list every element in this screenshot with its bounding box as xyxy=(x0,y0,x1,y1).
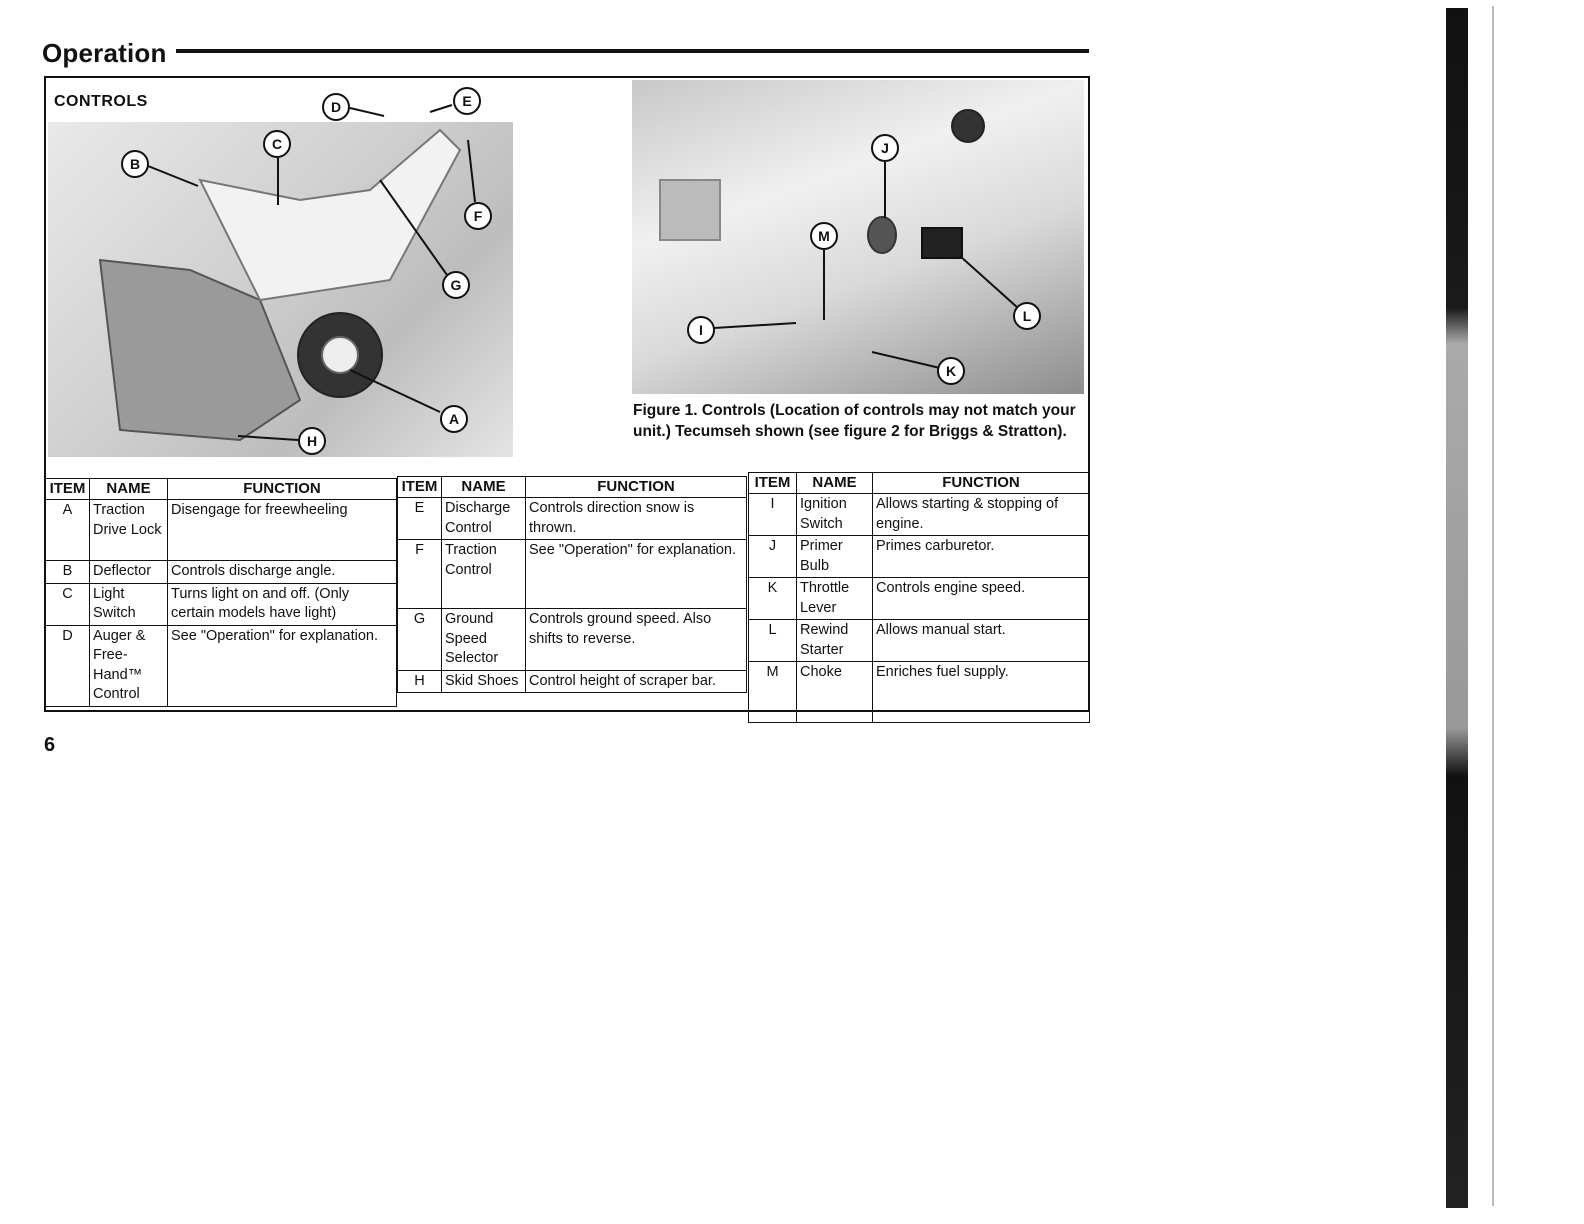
table-row xyxy=(398,670,747,693)
controls-label: CONTROLS xyxy=(54,93,148,110)
name-cell: Rewind Starter xyxy=(797,620,873,662)
function-cell: Controls ground speed. Also shifts to reverse. xyxy=(526,609,747,671)
callout-d: D xyxy=(322,93,350,121)
header-item: ITEM xyxy=(749,473,797,494)
item-cell: I xyxy=(749,494,797,536)
header-function: FUNCTION xyxy=(873,473,1090,494)
table-header-row xyxy=(398,477,747,498)
callout-k: K xyxy=(937,357,965,385)
item-cell: D xyxy=(46,625,90,706)
callout-a: A xyxy=(440,405,468,433)
table-row xyxy=(398,609,747,671)
header-item: ITEM xyxy=(398,477,442,498)
header-name: NAME xyxy=(90,479,168,500)
name-cell: Choke xyxy=(797,662,873,723)
function-cell: Controls direction snow is thrown. xyxy=(526,498,747,540)
table-row xyxy=(46,500,397,561)
function-cell: Turns light on and off. (Only certain models have light) xyxy=(168,583,397,625)
header-item: ITEM xyxy=(46,479,90,500)
function-cell: See "Operation" for explanation. xyxy=(526,540,747,609)
name-cell: Throttle Lever xyxy=(797,578,873,620)
section-heading: Operation xyxy=(42,38,167,68)
table-row xyxy=(749,536,1090,578)
table-row xyxy=(749,662,1090,723)
table-row xyxy=(398,540,747,609)
name-cell: Deflector xyxy=(90,561,168,584)
item-cell: E xyxy=(398,498,442,540)
callout-f: F xyxy=(464,202,492,230)
name-cell: Primer Bulb xyxy=(797,536,873,578)
name-cell: Ignition Switch xyxy=(797,494,873,536)
function-cell: Controls discharge angle. xyxy=(168,561,397,584)
function-cell: Primes carburetor. xyxy=(873,536,1090,578)
item-cell: M xyxy=(749,662,797,723)
name-cell: Discharge Control xyxy=(442,498,526,540)
table-row xyxy=(46,561,397,584)
callout-i: I xyxy=(687,316,715,344)
name-cell: Light Switch xyxy=(90,583,168,625)
item-cell: K xyxy=(749,578,797,620)
scan-margin-bar xyxy=(1446,8,1468,1208)
callout-b: B xyxy=(121,150,149,178)
item-cell: H xyxy=(398,670,442,693)
function-cell: Control height of scraper bar. xyxy=(526,670,747,693)
callout-j: J xyxy=(871,134,899,162)
controls-table-3 xyxy=(748,472,1090,723)
callout-h: H xyxy=(298,427,326,455)
function-cell: Allows starting & stopping of engine. xyxy=(873,494,1090,536)
name-cell: Auger & Free-Hand™ Control xyxy=(90,625,168,706)
table-row xyxy=(398,498,747,540)
table-header-row xyxy=(46,479,397,500)
callout-c: C xyxy=(263,130,291,158)
callout-e: E xyxy=(453,87,481,115)
header-function: FUNCTION xyxy=(168,479,397,500)
table-row xyxy=(46,625,397,706)
name-cell: Traction Control xyxy=(442,540,526,609)
controls-table-2 xyxy=(397,476,747,693)
item-cell: L xyxy=(749,620,797,662)
item-cell: G xyxy=(398,609,442,671)
table-row xyxy=(749,620,1090,662)
scan-margin-line xyxy=(1492,6,1494,1206)
name-cell: Skid Shoes xyxy=(442,670,526,693)
header-name: NAME xyxy=(797,473,873,494)
controls-table-1 xyxy=(45,478,397,707)
function-cell: Allows manual start. xyxy=(873,620,1090,662)
item-cell: J xyxy=(749,536,797,578)
header-function: FUNCTION xyxy=(526,477,747,498)
table-header-row xyxy=(749,473,1090,494)
function-cell: See "Operation" for explanation. xyxy=(168,625,397,706)
callout-g: G xyxy=(442,271,470,299)
item-cell: B xyxy=(46,561,90,584)
table-row xyxy=(749,494,1090,536)
function-cell: Disengage for freewheeling xyxy=(168,500,397,561)
name-cell: Ground Speed Selector xyxy=(442,609,526,671)
callout-l: L xyxy=(1013,302,1041,330)
page-number: 6 xyxy=(44,734,56,756)
item-cell: F xyxy=(398,540,442,609)
table-row xyxy=(749,578,1090,620)
table-row xyxy=(46,583,397,625)
item-cell: A xyxy=(46,500,90,561)
header-name: NAME xyxy=(442,477,526,498)
item-cell: C xyxy=(46,583,90,625)
figure-caption: Figure 1. Controls (Location of controls may not match your unit.) Tecumseh shown (see figure 2 for Briggs & Stratton). xyxy=(633,402,1076,440)
function-cell: Enriches fuel supply. xyxy=(873,662,1090,723)
function-cell: Controls engine speed. xyxy=(873,578,1090,620)
callout-m: M xyxy=(810,222,838,250)
name-cell: Traction Drive Lock xyxy=(90,500,168,561)
